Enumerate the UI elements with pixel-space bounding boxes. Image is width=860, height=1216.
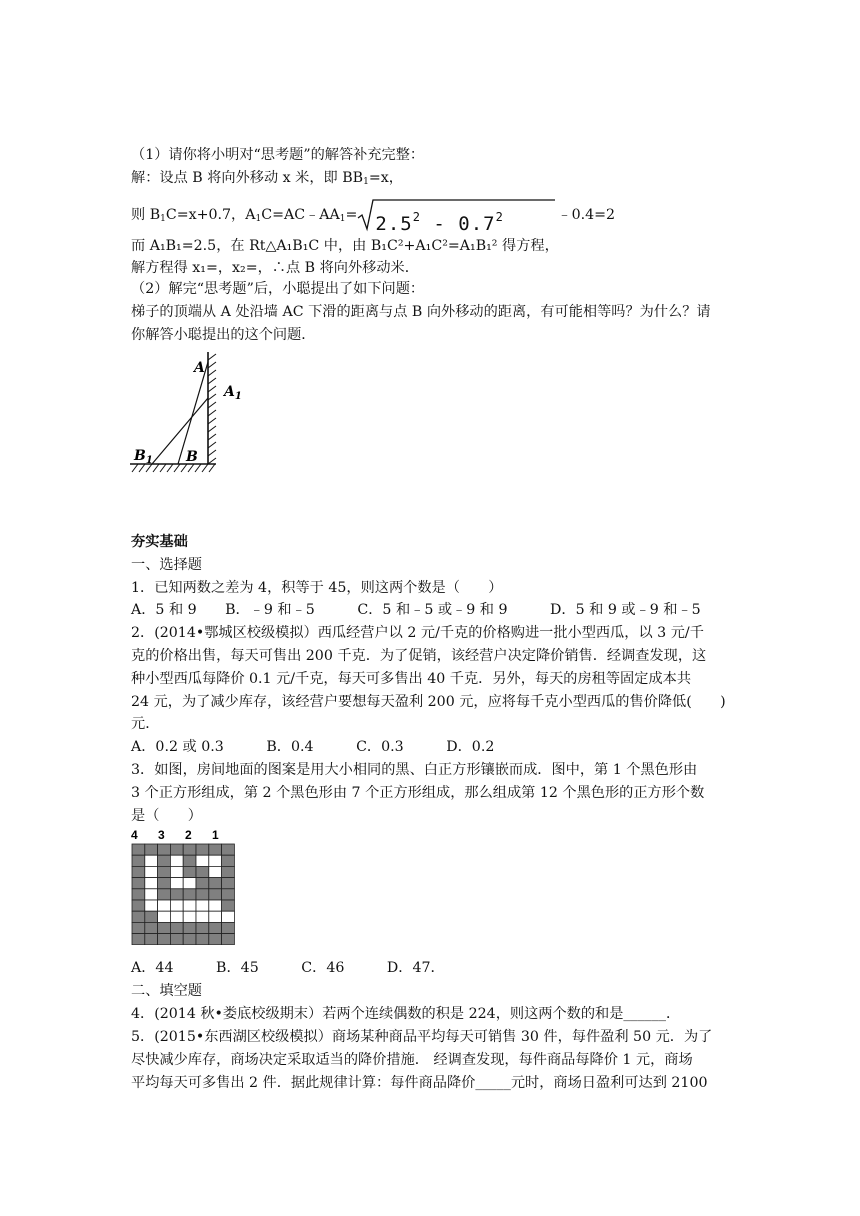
grid-cell — [222, 911, 235, 922]
part-two-heading: 二、填空题 — [131, 983, 202, 999]
ladder-figure — [128, 350, 248, 480]
grid-cell — [132, 900, 145, 911]
grid-cell — [158, 855, 171, 866]
grid-cell — [196, 878, 209, 889]
grid-cell — [145, 922, 158, 933]
grid-cell — [170, 900, 183, 911]
grid-cell — [183, 866, 196, 877]
pattern-label-2: 2 — [185, 828, 192, 842]
pattern-label-4: 4 — [131, 828, 138, 842]
grid-cell — [183, 911, 196, 922]
grid-cell — [158, 911, 171, 922]
question-1-prompt: （1）请你将小明对“思考题”的解答补充完整： — [131, 147, 425, 163]
section-title: 夯实基础 — [131, 534, 188, 550]
choice-question-2-line-5: 元． — [131, 716, 160, 732]
grid-cell — [196, 900, 209, 911]
grid-cell — [145, 900, 158, 911]
choice-question-1: 1．已知两数之差为 4，积等于 45，则这两个数是（ ） — [131, 580, 503, 596]
square-root-expression: $2.5^2 - 0.7^2$ — [357, 198, 557, 232]
label-a: A — [194, 360, 205, 376]
solution-line-2: 则 $B_1C=x+0.7$，$A_1C=AC﹣AA_1=$ $2.5^2 - 0.7^2$ ﹣0.4=2 — [131, 198, 615, 232]
grid-cell — [158, 844, 171, 855]
grid-cell — [222, 922, 235, 933]
choice-question-3-line-1: 3．如图，房间地面的图案是用大小相同的黑、白正方形镶嵌而成．图中，第 1 个黑色形由 — [131, 762, 698, 778]
grid-cell — [132, 922, 145, 933]
choice-question-3-line-3: 是（ ） — [131, 808, 202, 824]
choice-question-2-line-4: 24 元，为了减少库存，该经营户要想每天盈利 200 元，应将每千克小型西瓜的售价降低( ) — [131, 694, 726, 710]
grid-cell — [170, 934, 183, 945]
solution-line-3: 而 A₁B₁=2.5，在 Rt△A₁B₁C 中，由 B₁C²+A₁C²=A₁B₁² 得方程， — [131, 238, 559, 254]
grid-cell — [132, 844, 145, 855]
grid-cell — [170, 922, 183, 933]
grid-cell — [145, 844, 158, 855]
grid-cell — [196, 911, 209, 922]
label-b1: $B_1$ — [134, 448, 153, 466]
grid-cell — [170, 844, 183, 855]
fill-question-5-line-2: 尽快减少库存，商场决定采取适当的降价措施． 经调查发现，每件商品每降价 1 元，商场 — [131, 1052, 693, 1068]
grid-cell — [183, 922, 196, 933]
question-2-text-1: 梯子的顶端从 A 处沿墙 AC 下滑的距离与点 B 向外移动的距离，有可能相等吗？为什么？请 — [131, 304, 711, 320]
grid-cell — [209, 855, 222, 866]
grid-cell — [196, 855, 209, 866]
grid-cell — [170, 866, 183, 877]
tile-grid — [132, 844, 234, 945]
grid-cell — [222, 934, 235, 945]
grid-cell — [158, 889, 171, 900]
grid-cell — [132, 934, 145, 945]
grid-cell — [145, 889, 158, 900]
grid-cell — [158, 878, 171, 889]
grid-cell — [222, 866, 235, 877]
grid-cell — [183, 934, 196, 945]
grid-cell — [209, 844, 222, 855]
grid-cell — [196, 934, 209, 945]
solution-line-1: 解：设点 B 将向外移动 x 米，即 $BB_1=x$， — [131, 170, 403, 187]
grid-cell — [145, 855, 158, 866]
grid-cell — [145, 866, 158, 877]
choice-question-2-line-3: 种小型西瓜每降价 0.1 元/千克，每天可多售出 40 千克．另外，每天的房租等固定成本共 — [131, 671, 692, 687]
grid-cell — [145, 934, 158, 945]
choice-question-2-line-1: 2．(2014•鄂城区校级模拟）西瓜经营户以 2 元/千克的价格购进一批小型西瓜，以 3 元/千 — [131, 625, 704, 641]
grid-cell — [196, 922, 209, 933]
choice-question-3-line-2: 3 个正方形组成，第 2 个黑色形由 7 个正方形组成，那么组成第 12 个黑色形的正方形个数 — [131, 785, 705, 801]
grid-cell — [183, 889, 196, 900]
grid-cell — [209, 922, 222, 933]
fill-question-5-line-1: 5．(2015•东西湖区校级模拟）商场某种商品平均每天可销售 30 件，每件盈利 50 元．为了 — [131, 1029, 713, 1045]
label-b: B — [186, 449, 198, 465]
grid-cell — [183, 855, 196, 866]
grid-cell — [158, 922, 171, 933]
tile-pattern-figure — [128, 827, 240, 945]
grid-cell — [222, 844, 235, 855]
grid-cell — [196, 866, 209, 877]
grid-cell — [222, 889, 235, 900]
grid-cell — [222, 900, 235, 911]
grid-cell — [183, 878, 196, 889]
grid-cell — [158, 934, 171, 945]
grid-cell — [209, 889, 222, 900]
grid-cell — [132, 911, 145, 922]
grid-cell — [222, 878, 235, 889]
grid-cell — [196, 844, 209, 855]
grid-cell — [158, 866, 171, 877]
grid-cell — [170, 855, 183, 866]
grid-cell — [132, 866, 145, 877]
grid-cell — [209, 934, 222, 945]
choice-question-2-options: A．0.2 或 0.3 B．0.4 C．0.3 D．0.2 — [131, 739, 495, 755]
grid-cell — [158, 900, 171, 911]
pattern-label-1: 1 — [212, 828, 219, 842]
pattern-label-3: 3 — [158, 828, 165, 842]
solution-line-4: 解方程得 x₁=，x₂=，∴点 B 将向外移动米． — [131, 260, 419, 276]
part-one-heading: 一、选择题 — [131, 557, 202, 573]
grid-cell — [132, 855, 145, 866]
grid-cell — [222, 855, 235, 866]
grid-cell — [209, 866, 222, 877]
choice-question-2-line-2: 克的价格出售，每天可售出 200 千克．为了促销，该经营户决定降价销售．经调查发现，这 — [131, 648, 707, 664]
question-2-prompt: （2）解完“思考题”后，小聪提出了如下问题： — [131, 281, 425, 297]
grid-cell — [183, 900, 196, 911]
grid-cell — [209, 878, 222, 889]
question-2-text-2: 你解答小聪提出的这个问题． — [131, 327, 316, 343]
grid-cell — [132, 889, 145, 900]
grid-cell — [170, 889, 183, 900]
grid-cell — [170, 878, 183, 889]
grid-cell — [209, 911, 222, 922]
label-a1: $A_1$ — [224, 384, 242, 402]
grid-cell — [145, 911, 158, 922]
fill-question-5-line-3: 平均每天可多售出 2 件．据此规律计算：每件商品降价_____元时，商场日盈利可达到 2100 — [131, 1075, 708, 1091]
grid-cell — [145, 878, 158, 889]
grid-cell — [183, 844, 196, 855]
grid-cell — [209, 900, 222, 911]
grid-cell — [132, 878, 145, 889]
choice-question-1-options: A．5 和 9 B．﹣9 和﹣5 C．5 和﹣5 或﹣9 和 9 D．5 和 9 或﹣9 和﹣5 — [131, 602, 701, 618]
grid-cell — [196, 889, 209, 900]
choice-question-3-options: A．44 B．45 C．46 D．47． — [131, 960, 445, 976]
grid-cell — [170, 911, 183, 922]
fill-question-4: 4．(2014 秋•娄底校级期末）若两个连续偶数的积是 224，则这两个数的和是______． — [131, 1006, 681, 1022]
